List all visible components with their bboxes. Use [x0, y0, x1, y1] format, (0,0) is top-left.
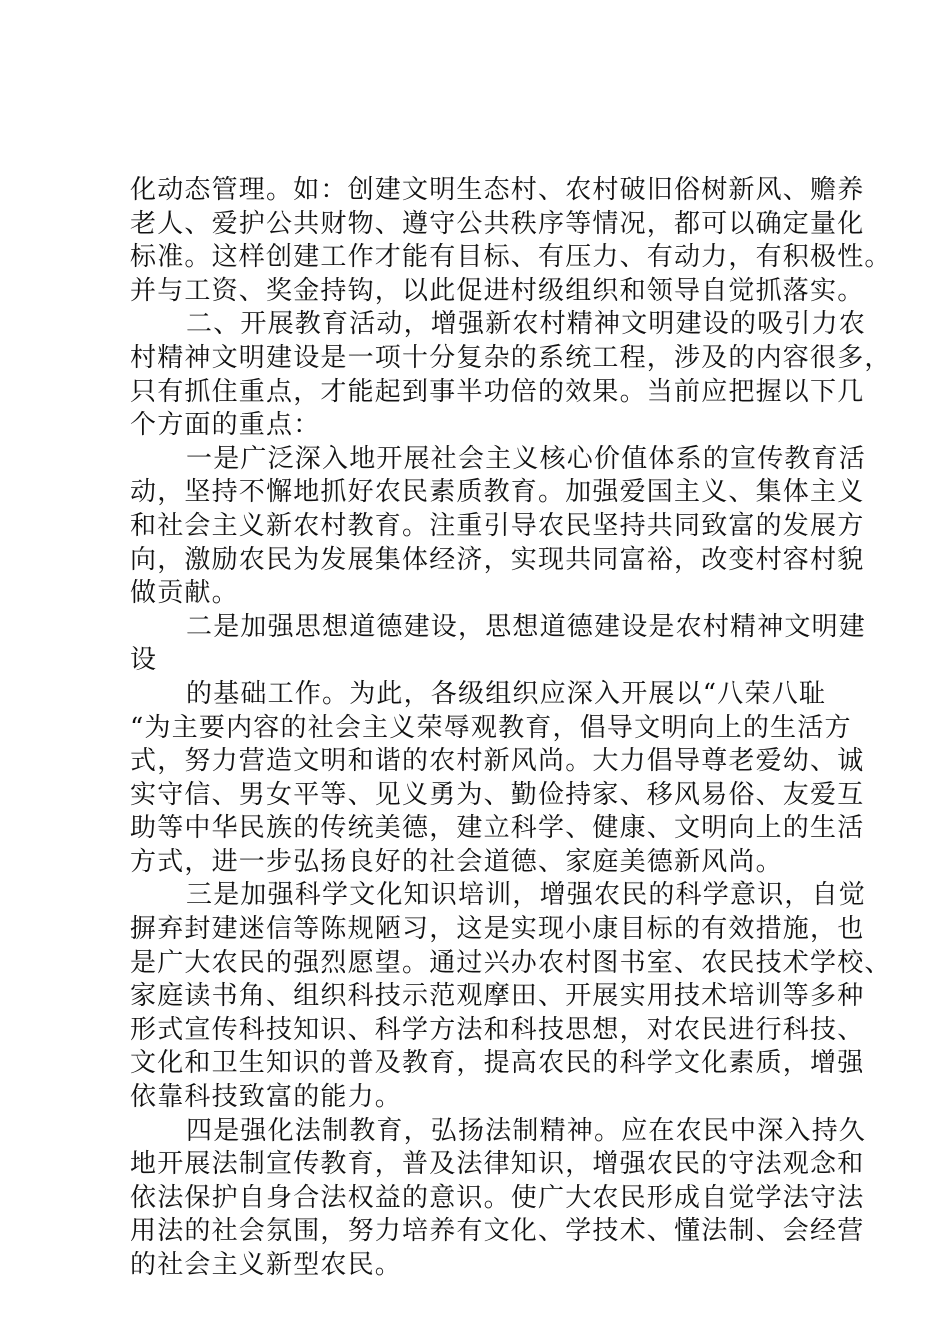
- text-line: 个方面的重点：: [130, 410, 321, 441]
- document-body: [130, 174, 892, 1283]
- paragraph-start-line: 二是加强思想道德建设，思想道德建设是农村精神文明建: [186, 611, 867, 642]
- text-line: 地开展法制宣传教育，普及法律知识，增强农民的守法观念和: [130, 1149, 865, 1180]
- text-line: 设: [130, 645, 158, 676]
- text-line: 家庭读书角、组织科技示范观摩田、开展实用技术培训等多种: [130, 981, 865, 1012]
- paragraph-start-line: 一是广泛深入地开展社会主义核心价值体系的宣传教育活: [186, 443, 867, 474]
- text-line: 是广大农民的强烈愿望。通过兴办农村图书室、农民技术学校、: [130, 947, 892, 978]
- text-line: 方式，进一步弘扬良好的社会道德、家庭美德新风尚。: [130, 846, 783, 877]
- text-line: 依法保护自身合法权益的意识。使广大农民形成自觉学法守法: [130, 1182, 865, 1213]
- text-line: “为主要内容的社会主义荣辱观教育，倡导文明向上的生活方: [130, 712, 852, 743]
- text-line: 摒弃封建迷信等陈规陋习，这是实现小康目标的有效措施，也: [130, 914, 865, 945]
- paragraph-start-line: 四是强化法制教育，弘扬法制精神。应在农民中深入持久: [186, 1115, 867, 1146]
- text-line: 式，努力营造文明和谐的农村新风尚。大力倡导尊老爱幼、诚: [130, 746, 865, 777]
- text-line: 并与工资、奖金持钩，以此促进村级组织和领导自觉抓落实。: [130, 275, 865, 306]
- text-line: 形式宣传科技知识、科学方法和科技思想，对农民进行科技、: [130, 1014, 865, 1045]
- text-line: 用法的社会氛围，努力培养有文化、学技术、懂法制、会经营: [130, 1216, 865, 1247]
- text-line: 动，坚持不懈地抓好农民素质教育。加强爱国主义、集体主义: [130, 477, 865, 508]
- text-line: 和社会主义新农村教育。注重引导农民坚持共同致富的发展方: [130, 510, 865, 541]
- text-line: 的基础工作。为此，各级组织应深入开展以“八荣八耻: [186, 678, 827, 709]
- text-line: 向，激励农民为发展集体经济，实现共同富裕，改变村容村貌: [130, 544, 865, 575]
- text-line: 助等中华民族的传统美德，建立科学、健康、文明向上的生活: [130, 813, 865, 844]
- text-line: 老人、爱护公共财物、遵守公共秩序等情况，都可以确定量化: [130, 208, 865, 239]
- text-line: 化动态管理。如：创建文明生态村、农村破旧俗树新风、赡养: [130, 175, 865, 205]
- paragraph-start-line: 三是加强科学文化知识培训，增强农民的科学意识，自觉: [186, 880, 867, 911]
- text-line: 实守信、男女平等、见义勇为、勤俭持家、移风易俗、友爱互: [130, 779, 865, 810]
- text-line: 文化和卫生知识的普及教育，提高农民的科学文化素质，增强: [130, 1048, 865, 1079]
- text-line: 的社会主义新型农民。: [130, 1250, 403, 1280]
- text-line: 依靠科技致富的能力。: [130, 1082, 403, 1113]
- text-line: 标准。这样创建工作才能有目标、有压力、有动力，有积极性。: [130, 242, 892, 273]
- text-line: 只有抓住重点，才能起到事半功倍的效果。当前应把握以下几: [130, 376, 865, 407]
- text-line: 村精神文明建设是一项十分复杂的系统工程，涉及的内容很多，: [130, 342, 892, 373]
- paragraph-start-line: 二、开展教育活动，增强新农村精神文明建设的吸引力农: [186, 309, 867, 340]
- text-line: 做贡献。: [130, 578, 239, 609]
